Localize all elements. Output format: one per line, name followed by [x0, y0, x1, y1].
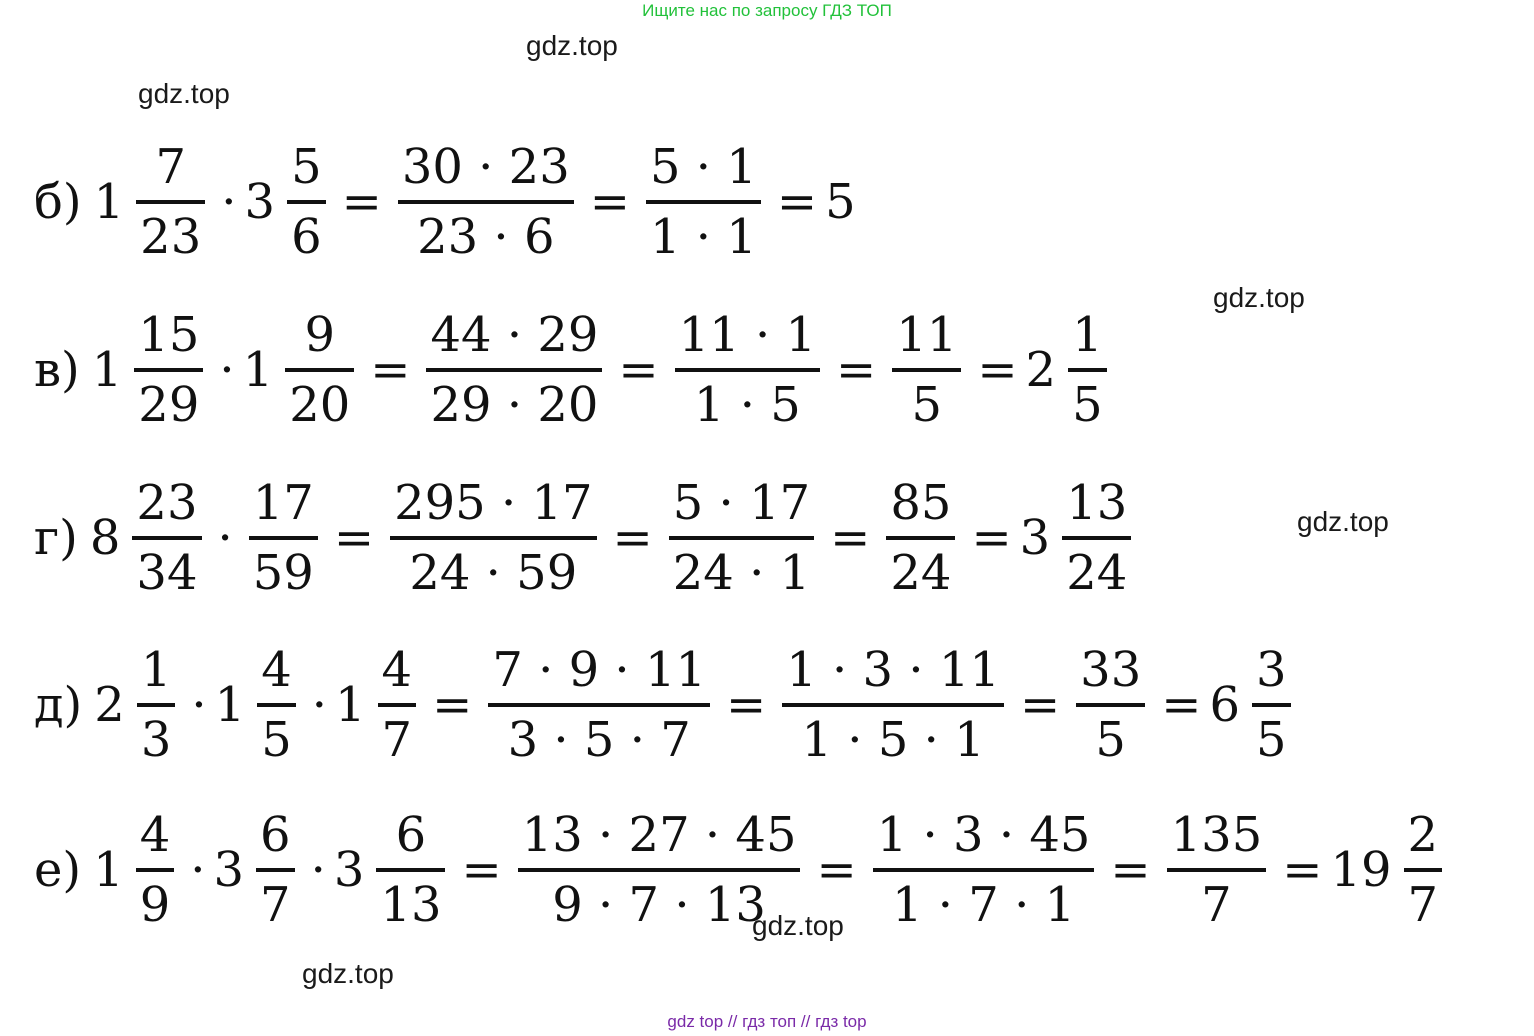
fraction [426, 302, 602, 438]
numerator: 11 · 1 [678, 307, 817, 363]
whole-part: 8 [89, 510, 121, 566]
denominator: 5 [1256, 712, 1287, 768]
denominator: 7 [260, 877, 291, 933]
numerator: 6 [395, 807, 427, 863]
numerator: 5 · 1 [649, 139, 757, 195]
whole-part: 1 [93, 174, 125, 230]
whole-part: 3 [1019, 510, 1051, 566]
fraction [390, 470, 596, 606]
equals-sign: = [370, 342, 411, 398]
equals-sign: = [341, 174, 382, 230]
numerator: 5 [291, 139, 322, 195]
watermark: gdz.top [302, 958, 394, 989]
whole-part: 1 [93, 842, 124, 898]
denominator: 34 [136, 545, 198, 601]
equation-label: д) [34, 677, 83, 733]
fraction [892, 302, 961, 438]
fraction [256, 802, 295, 938]
fraction [398, 134, 574, 270]
fraction [1068, 302, 1107, 438]
equals-sign: = [432, 677, 473, 733]
numerator: 1 · 3 · 11 [786, 642, 1000, 698]
numerator: 33 [1080, 642, 1142, 698]
whole-part: 1 [214, 677, 246, 733]
numerator: 9 [304, 307, 335, 363]
denominator: 59 [252, 545, 314, 601]
denominator: 5 [911, 377, 943, 433]
equation-v [34, 300, 1115, 440]
whole-part: 2 [94, 677, 125, 733]
numerator: 1 [1072, 307, 1103, 363]
multiply-sign: · [221, 174, 237, 230]
equals-sign: = [618, 342, 659, 398]
numerator: 4 [381, 642, 413, 698]
denominator: 5 [261, 712, 292, 768]
denominator: 23 · 6 [417, 209, 555, 265]
denominator: 29 · 20 [430, 377, 599, 433]
equation-label: е) [34, 842, 82, 898]
equation-label: в) [34, 342, 80, 398]
numerator: 23 [136, 475, 198, 531]
fraction [134, 302, 203, 438]
whole-part: 1 [91, 342, 123, 398]
equals-sign: = [977, 342, 1018, 398]
equals-sign: = [830, 510, 871, 566]
whole-part: 3 [213, 842, 245, 898]
equals-sign: = [1161, 677, 1202, 733]
fraction [1167, 802, 1267, 938]
fraction [257, 637, 296, 773]
multiply-sign: · [190, 842, 206, 898]
fraction [669, 470, 814, 606]
whole-part: 6 [1209, 677, 1240, 733]
equals-sign: = [971, 510, 1012, 566]
numerator: 5 · 17 [672, 475, 811, 531]
whole-part: 2 [1025, 342, 1057, 398]
whole-part: 19 [1330, 842, 1392, 898]
watermark: gdz.top [1213, 282, 1305, 313]
equation-label: б) [34, 174, 82, 230]
equals-sign: = [1282, 842, 1323, 898]
fraction [285, 302, 354, 438]
denominator: 20 [289, 377, 351, 433]
equation-e [34, 800, 1450, 940]
denominator: 29 [138, 377, 200, 433]
denominator: 9 · 7 · 13 [552, 877, 766, 933]
denominator: 24 [1066, 545, 1128, 601]
fraction [886, 470, 955, 606]
result-value: 5 [825, 174, 856, 230]
equation-g [34, 468, 1139, 608]
fraction [675, 302, 820, 438]
watermark: gdz.top [1297, 506, 1389, 537]
fraction [1062, 470, 1131, 606]
numerator: 4 [261, 642, 292, 698]
numerator: 44 · 29 [430, 307, 599, 363]
denominator: 24 [890, 545, 952, 601]
equals-sign: = [776, 174, 818, 230]
equals-sign: = [816, 842, 857, 898]
numerator: 1 [140, 642, 172, 698]
whole-part: 3 [333, 842, 365, 898]
equation-b [34, 132, 856, 272]
numerator: 295 · 17 [394, 475, 593, 531]
bottom-banner: gdz top // гдз топ // гдз top [667, 1012, 867, 1031]
denominator: 5 [1095, 712, 1126, 768]
denominator: 7 [1201, 877, 1232, 933]
numerator: 7 [155, 139, 186, 195]
denominator: 5 [1072, 377, 1103, 433]
equals-sign: = [1019, 677, 1061, 733]
numerator: 4 [139, 807, 171, 863]
equals-sign: = [726, 677, 767, 733]
numerator: 135 [1170, 807, 1263, 863]
denominator: 24 · 59 [409, 545, 578, 601]
denominator: 7 [381, 712, 413, 768]
whole-part: 3 [244, 174, 276, 230]
denominator: 6 [291, 209, 322, 265]
denominator: 3 · 5 · 7 [507, 712, 691, 768]
equals-sign: = [333, 510, 375, 566]
denominator: 3 [140, 712, 172, 768]
multiply-sign: · [217, 510, 233, 566]
denominator: 9 [139, 877, 171, 933]
denominator: 1 · 5 [693, 377, 801, 433]
multiply-sign: · [219, 342, 235, 398]
equation-d [34, 635, 1299, 775]
fraction [646, 134, 761, 270]
numerator: 7 · 9 · 11 [492, 642, 707, 698]
equation-label: г) [34, 510, 78, 566]
fraction [132, 470, 201, 606]
fraction [136, 802, 175, 938]
whole-part: 1 [335, 677, 366, 733]
denominator: 1 · 7 · 1 [891, 877, 1076, 933]
equals-sign: = [1110, 842, 1151, 898]
fraction [1076, 637, 1145, 773]
fraction [249, 470, 318, 606]
numerator: 30 · 23 [401, 139, 570, 195]
numerator: 13 [1066, 475, 1128, 531]
fraction [1404, 802, 1443, 938]
numerator: 17 [252, 475, 314, 531]
fraction [137, 637, 176, 773]
fraction [1252, 637, 1291, 773]
fraction [782, 637, 1004, 773]
denominator: 7 [1407, 877, 1439, 933]
multiply-sign: · [310, 842, 326, 898]
watermark: gdz.top [752, 910, 844, 941]
equals-sign: = [836, 342, 877, 398]
multiply-sign: · [311, 677, 327, 733]
numerator: 3 [1256, 642, 1287, 698]
fraction [488, 637, 710, 773]
denominator: 1 · 5 · 1 [801, 712, 985, 768]
fraction [378, 637, 417, 773]
numerator: 11 [896, 307, 958, 363]
equals-sign: = [589, 174, 630, 230]
equals-sign: = [612, 510, 653, 566]
fraction [136, 134, 205, 270]
numerator: 6 [260, 807, 291, 863]
watermark: gdz.top [138, 78, 230, 109]
whole-part: 1 [242, 342, 274, 398]
numerator: 13 · 27 · 45 [521, 807, 797, 863]
numerator: 1 · 3 · 45 [876, 807, 1091, 863]
fraction [287, 134, 326, 270]
numerator: 15 [138, 307, 200, 363]
multiply-sign: · [191, 677, 207, 733]
denominator: 1 · 1 [649, 209, 757, 265]
denominator: 23 [140, 209, 202, 265]
denominator: 24 · 1 [672, 545, 811, 601]
watermark: gdz.top [526, 30, 618, 61]
equals-sign: = [461, 842, 502, 898]
numerator: 2 [1407, 807, 1439, 863]
top-banner: Ищите нас по запросу ГДЗ ТОП [642, 1, 892, 20]
fraction [376, 802, 445, 938]
denominator: 13 [380, 877, 442, 933]
fraction [873, 802, 1095, 938]
numerator: 85 [890, 475, 952, 531]
